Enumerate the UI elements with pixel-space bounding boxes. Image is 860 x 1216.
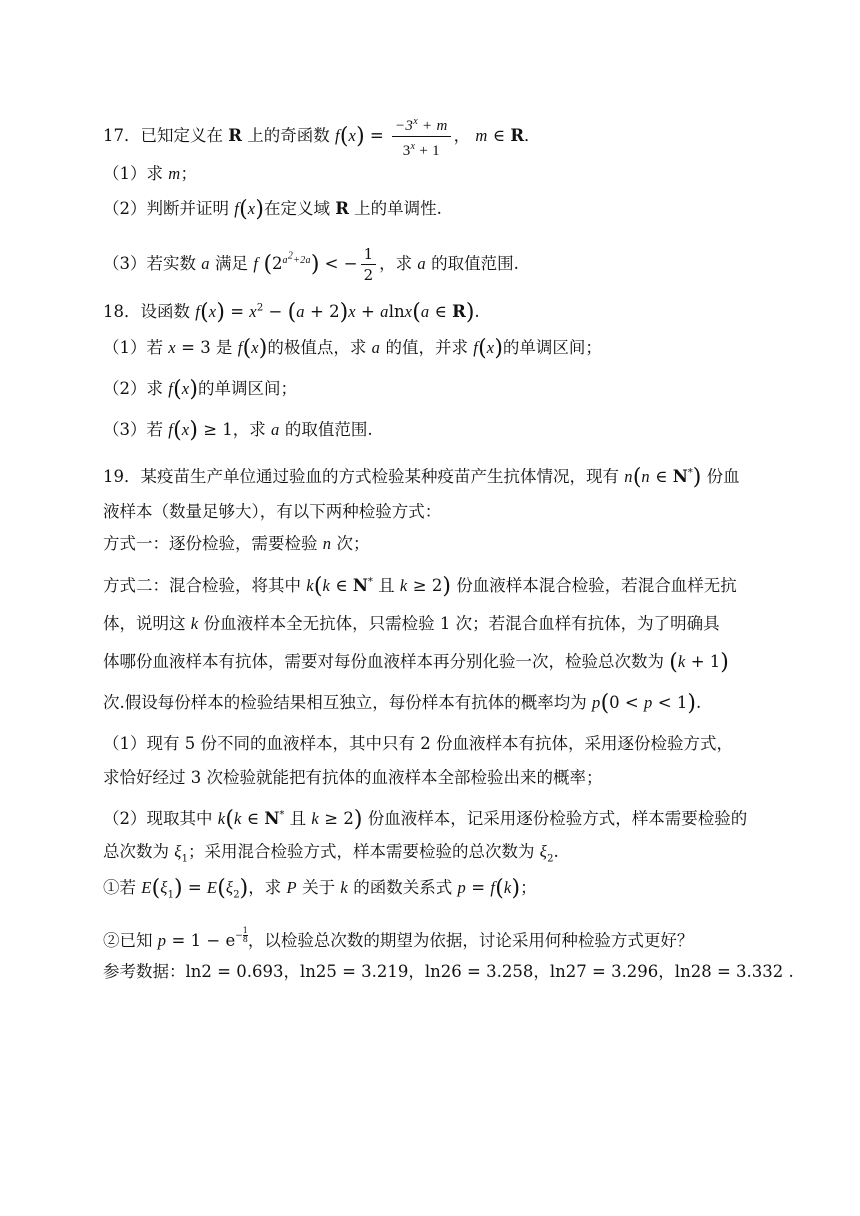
q17-sub3: （3）若实数 a 满足 f $(2^{a^2+2a})$ < − $\frac{1}{2}$ ，求 a 的取值范围. (103, 245, 519, 284)
q19-line-7: 次.假设每份样本的检验结果相互独立，每份样本有抗体的概率均为 p(0 < p < 1). (103, 691, 702, 716)
q17-sub2: （2）判断并证明 f(x)在定义域 R 上的单调性. (103, 197, 442, 222)
q17-sub1: （1）求 m； (103, 164, 197, 183)
q19-line-14: 参考数据：ln2 = 0.693，ln25 = 3.219，ln26 = 3.258，ln27 = 3.296，ln28 = 3.332 . (103, 962, 794, 981)
q19-line-5: 体，说明这 k 份血液样本全无抗体，只需检验 1 次；若混合血样有抗体，为了明确具 (103, 614, 720, 633)
q19-line-12: ①若 $E(\xi_1) = E(\xi_2)$，求 P 关于 k 的函数关系式 p = f(k)； (103, 876, 537, 901)
q18-sub3: （3）若 f(x) ≥ 1，求 a 的取值范围. (103, 418, 373, 443)
q19-line-10: （2）现取其中 k(k ∈ N* 且 k ≥ 2) 份血液样本，记采用逐份检验方式，样本需要检验的 (103, 806, 748, 832)
q18-sub1: （1）若 x = 3 是 f(x)的极值点，求 a 的值，并求 f(x)的单调区间； (103, 336, 602, 361)
q19-line-1: 19．某疫苗生产单位通过验血的方式检验某种疫苗产生抗体情况，现有 n(n ∈ N*) 份血 (103, 464, 740, 490)
q19-line-3: 方式一：逐份检验，需要检验 n 次； (103, 534, 370, 553)
q18-sub2: （2）求 f(x)的单调区间； (103, 377, 297, 402)
q18-stem: 18．设函数 $f(x) = x^2 - (a + 2)x + alnx(a$ ∈ R). (103, 299, 480, 325)
q19-line-11: 总次数为 $\xi_1$；采用混合检验方式，样本需要检验的总次数为 $\xi_2$. (103, 842, 559, 865)
q19-line-6: 体哪份血液样本有抗体，需要对每份血液样本再分别化验一次，检验总次数为 (k + 1) (103, 650, 729, 675)
q17-stem: 17．已知定义在 R 上的奇函数 f(x) = $\frac{-3^x + m}{3^x + 1}$ ， m ∈ R． (103, 112, 763, 161)
q19-line-2: 液样本（数量足够大），有以下两种检验方式： (103, 502, 442, 521)
q19-line-8: （1）现有 5 份不同的血液样本，其中只有 2 份血液样本有抗体，采用逐份检验方式， (103, 734, 733, 753)
q19-line-13: ②已知 $p = 1 - e^{- \frac{1}{8}}$ ，以检验总次数的期望为依据，讨论采用何种检验方式更好？ (103, 926, 694, 950)
q19-line-9: 求恰好经过 3 次检验就能把有抗体的血液样本全部检验出来的概率； (103, 768, 603, 787)
q19-line-4: 方式二：混合检验，将其中 k(k ∈ N* 且 k ≥ 2) 份血液样本混合检验，若混合血样无抗 (103, 573, 737, 599)
